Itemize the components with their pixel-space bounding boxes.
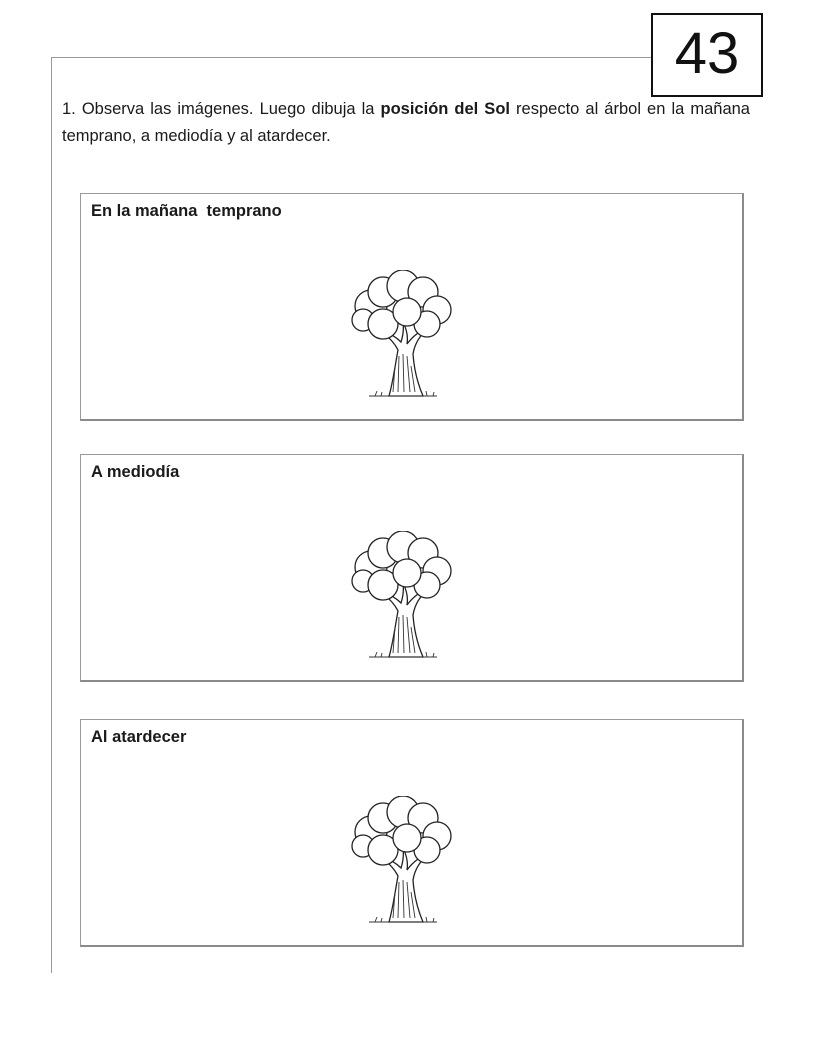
instruction-text: [62, 96, 750, 150]
page-frame-left: [51, 57, 52, 973]
instruction-part-1: 1. Observa las imágenes. Luego dibuja la: [62, 100, 381, 118]
box-title: Al atardecer: [91, 728, 187, 746]
tree-icon: [341, 270, 461, 400]
box-title: A mediodía: [91, 463, 180, 481]
instruction-part-2: respecto al árbol en la mañana temprano, a mediodía y al atardecer.: [62, 100, 750, 145]
tree-icon: [341, 531, 461, 661]
drawing-box-noon[interactable]: [80, 454, 744, 682]
drawing-box-morning[interactable]: [80, 193, 744, 421]
box-title: En la mañana temprano: [91, 202, 282, 220]
page-frame-top: [51, 57, 653, 58]
drawing-box-sunset[interactable]: [80, 719, 744, 947]
page-number: 43: [651, 13, 763, 97]
tree-icon: [341, 796, 461, 926]
instruction-bold: posición del Sol: [380, 100, 510, 118]
